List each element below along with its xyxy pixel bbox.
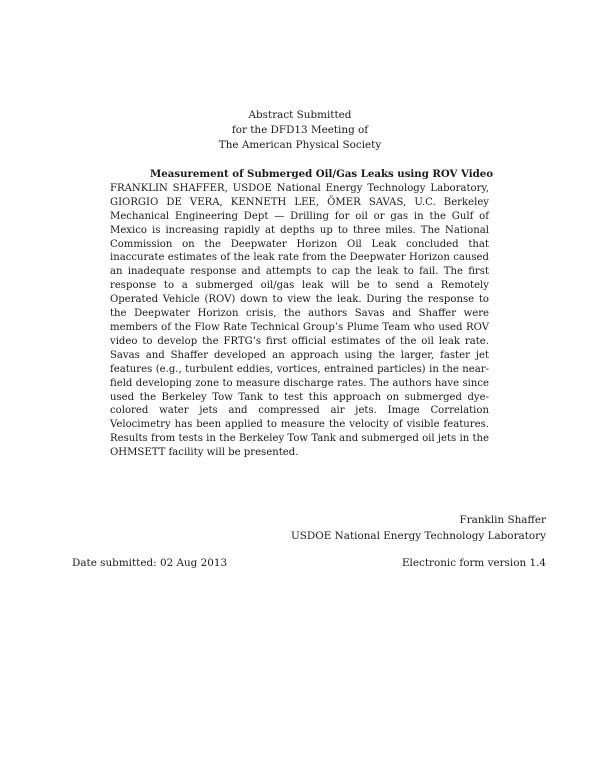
header-line-meeting: for the DFD13 Meeting of (231, 124, 369, 136)
signature-affiliation: USDOE National Energy Technology Laboratory (291, 530, 546, 542)
header-line-society: The American Physical Society (218, 139, 382, 151)
abstract-title: Measurement of Submerged Oil/Gas Leaks using ROV Video (150, 168, 493, 180)
form-version: Electronic form version 1.4 (401, 557, 546, 569)
submission-header (0, 108, 600, 153)
signature-block (291, 512, 546, 544)
abstract-block (110, 168, 493, 460)
date-submitted: Date submitted: 02 Aug 2013 (72, 557, 228, 569)
header-line-abstract-submitted: Abstract Submitted (248, 109, 352, 121)
abstract-authors: FRANKLIN SHAFFER, USDOE National Energy Technology Laboratory, GIORGIO DE VERA, KENNETH LEE, ÖMER SAVAS, U.C. Berkeley Mechanical Engineering Dept (110, 182, 489, 222)
abstract-body: — Drilling for oil or gas in the Gulf of Mexico is increasing rapidly at depths up to three miles. The National Commission on the Deepwater Horizon Oil Leak concluded that inaccurate estimates of the leak rate from the Deepwater Horizon caused an inadequate response and attempts to cap the leak to fail. The first response to a submerged oil/gas leak will be to send a Remotely Operated Vehicle (ROV) down to view the leak. During the response to the Deepwater Horizon crisis, the authors Savas and Shaffer were members of the Flow Rate Technical Group’s Plume Team who used ROV video to develop the FRTG’s first official estimates of the oil leak rate. Savas and Shaffer developed an approach using the larger, faster jet features (e.g., turbulent eddies, vortices, entrained particles) in the near-field developing zone to measure discharge rates. The authors have since used the Berkeley Tow Tank to test this approach on submerged dye-colored water jets and compressed air jets. Image Correlation Velocimetry has been applied to measure the velocity of visible features. Results from tests in the Berkeley Tow Tank and submerged oil jets in the OHMSETT facility will be presented. (110, 210, 489, 459)
signature-name: Franklin Shaffer (459, 514, 546, 526)
